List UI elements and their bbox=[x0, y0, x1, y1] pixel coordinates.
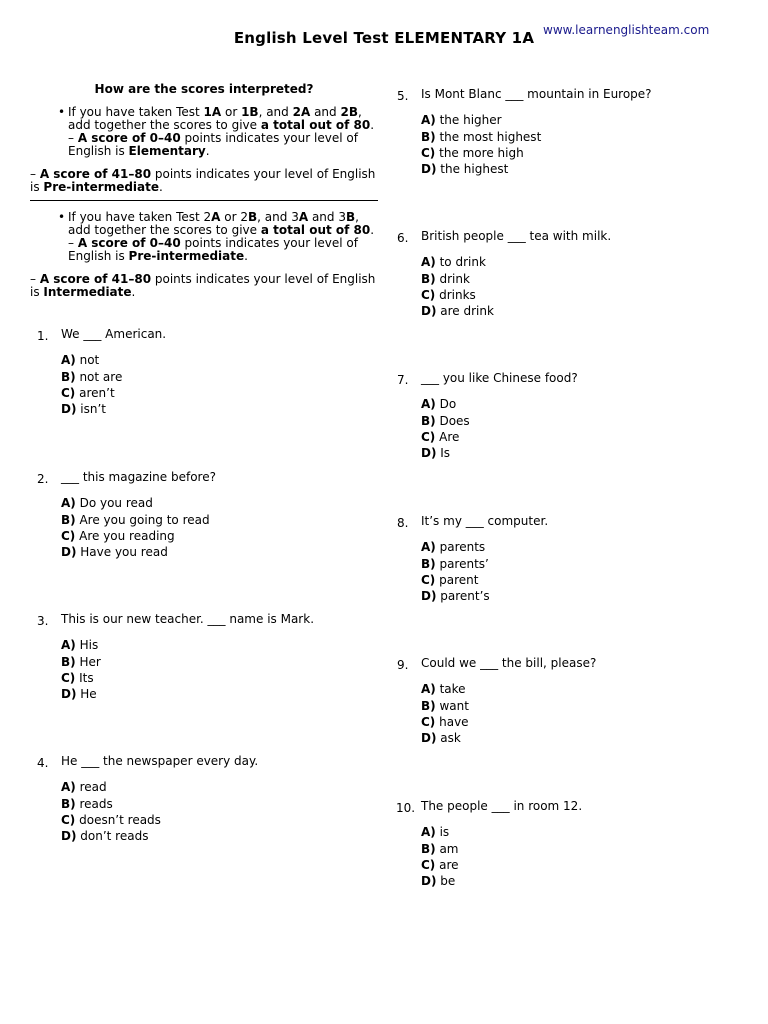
answer-option[interactable] bbox=[61, 779, 258, 795]
question-text: This is our new teacher. ___ name is Mark. bbox=[61, 612, 315, 626]
question-4 bbox=[37, 753, 259, 844]
option-text: don’t reads bbox=[76, 829, 149, 844]
option-letter: D) bbox=[421, 731, 437, 746]
option-letter: C) bbox=[61, 385, 76, 400]
option-text: Is bbox=[436, 446, 451, 461]
option-text: the higher bbox=[435, 113, 502, 128]
answer-option[interactable] bbox=[421, 287, 611, 303]
question-6 bbox=[397, 228, 612, 319]
answer-option[interactable] bbox=[61, 686, 314, 702]
option-letter: C) bbox=[61, 670, 76, 685]
answer-option[interactable] bbox=[61, 495, 216, 511]
question-8 bbox=[397, 513, 549, 604]
test-1-info-bullet: • If you have taken Test 1A or 1B, and 2A and 2B, add together the scores to give a total out of 80. – A score of 0–40 points indicates your level of English is Elementary. bbox=[58, 105, 375, 158]
option-text: read bbox=[75, 780, 107, 795]
question-1 bbox=[37, 326, 167, 417]
answer-option[interactable] bbox=[421, 681, 596, 697]
question-text: We ___ American. bbox=[61, 327, 167, 341]
option-letter: B) bbox=[421, 841, 436, 856]
option-letter: D) bbox=[61, 687, 77, 702]
answer-option[interactable] bbox=[61, 512, 216, 528]
question-7 bbox=[397, 370, 578, 461]
question-number: 6. bbox=[397, 231, 409, 245]
option-letter: D) bbox=[421, 304, 437, 319]
score-interpretation-heading: How are the scores interpreted? bbox=[94, 82, 314, 96]
option-letter: C) bbox=[61, 812, 76, 827]
answer-option[interactable] bbox=[61, 528, 216, 544]
test-2-info-bullet: • If you have taken Test 2A or 2B, and 3A and 3B, add together the scores to give a total out of 80. – A score of 0–40 points indicates your level of English is Pre-intermediate. bbox=[58, 210, 375, 263]
option-letter: B) bbox=[421, 271, 436, 286]
question-number: 3. bbox=[37, 614, 49, 628]
question-2 bbox=[37, 469, 216, 560]
option-text: aren’t bbox=[75, 385, 115, 400]
answer-option[interactable] bbox=[61, 369, 166, 385]
option-letter: A) bbox=[61, 496, 76, 511]
answer-option[interactable] bbox=[61, 654, 314, 670]
answer-option[interactable] bbox=[61, 544, 216, 560]
option-text: the more high bbox=[435, 145, 524, 160]
option-text: drinks bbox=[435, 287, 476, 302]
question-9 bbox=[397, 655, 597, 746]
option-text: His bbox=[75, 638, 99, 653]
option-letter: B) bbox=[421, 556, 436, 571]
option-text: Does bbox=[435, 413, 470, 428]
answer-option[interactable] bbox=[421, 303, 611, 319]
answer-option[interactable] bbox=[421, 588, 548, 604]
answer-option[interactable] bbox=[421, 161, 652, 177]
question-5 bbox=[397, 86, 652, 177]
page-title: English Level Test ELEMENTARY 1A bbox=[233, 29, 535, 47]
option-letter: D) bbox=[421, 162, 437, 177]
question-text: The people ___ in room 12. bbox=[421, 799, 583, 813]
option-letter: C) bbox=[61, 528, 76, 543]
answer-option[interactable] bbox=[421, 396, 578, 412]
option-text: be bbox=[436, 874, 456, 889]
option-text: the most highest bbox=[435, 129, 542, 144]
option-letter: A) bbox=[61, 638, 76, 653]
answer-option[interactable] bbox=[61, 812, 258, 828]
option-letter: A) bbox=[421, 540, 436, 555]
question-text: ___ this magazine before? bbox=[61, 470, 216, 484]
option-letter: C) bbox=[421, 145, 436, 160]
answer-option[interactable] bbox=[421, 539, 548, 555]
answer-option[interactable] bbox=[421, 556, 548, 572]
answer-option[interactable] bbox=[421, 714, 596, 730]
option-letter: A) bbox=[421, 397, 436, 412]
option-text: doesn’t reads bbox=[75, 812, 161, 827]
answer-option[interactable] bbox=[421, 129, 652, 145]
option-letter: D) bbox=[61, 829, 77, 844]
option-text: reads bbox=[75, 796, 113, 811]
option-text: parents bbox=[435, 540, 486, 555]
question-number: 10. bbox=[396, 801, 416, 815]
answer-option[interactable] bbox=[421, 145, 652, 161]
option-letter: A) bbox=[421, 682, 436, 697]
site-url-link[interactable]: www.learnenglishteam.com bbox=[543, 23, 710, 37]
option-text: Her bbox=[75, 654, 101, 669]
section-divider bbox=[30, 200, 378, 201]
option-letter: C) bbox=[421, 857, 436, 872]
bullet-dot: • bbox=[58, 210, 66, 224]
question-number: 1. bbox=[37, 329, 49, 343]
option-text: is bbox=[435, 825, 450, 840]
option-text: not are bbox=[75, 369, 123, 384]
option-text: the highest bbox=[436, 162, 509, 177]
test-2-score-note: – A score of 41–80 points indicates your level of English is Intermediate. bbox=[30, 272, 376, 299]
answer-option[interactable] bbox=[421, 445, 578, 461]
option-text: are bbox=[435, 857, 459, 872]
option-text: Do bbox=[435, 397, 457, 412]
answer-option[interactable] bbox=[61, 385, 166, 401]
option-text: not bbox=[75, 353, 100, 368]
answer-option[interactable] bbox=[421, 873, 582, 889]
answer-option[interactable] bbox=[421, 413, 578, 429]
score-interpretation-box bbox=[30, 83, 378, 299]
option-text: Its bbox=[75, 670, 94, 685]
option-letter: B) bbox=[61, 512, 76, 527]
answer-option[interactable] bbox=[421, 857, 582, 873]
question-text: British people ___ tea with milk. bbox=[421, 229, 612, 243]
question-number: 2. bbox=[37, 472, 49, 486]
question-number: 8. bbox=[397, 516, 409, 530]
option-letter: A) bbox=[61, 353, 76, 368]
option-text: parents’ bbox=[435, 556, 489, 571]
answer-option[interactable] bbox=[61, 637, 314, 653]
answer-option[interactable] bbox=[421, 841, 582, 857]
option-letter: C) bbox=[421, 714, 436, 729]
question-text: ___ you like Chinese food? bbox=[421, 371, 578, 385]
option-text: Have you read bbox=[76, 545, 168, 560]
question-text: Could we ___ the bill, please? bbox=[421, 656, 597, 670]
option-text: take bbox=[435, 682, 466, 697]
answer-option[interactable] bbox=[61, 828, 258, 844]
option-text: have bbox=[435, 714, 469, 729]
option-letter: B) bbox=[421, 698, 436, 713]
option-text: drink bbox=[435, 271, 470, 286]
option-letter: B) bbox=[61, 369, 76, 384]
answer-option[interactable] bbox=[421, 730, 596, 746]
question-number: 4. bbox=[37, 756, 49, 770]
question-3 bbox=[37, 611, 315, 702]
option-text: parent bbox=[435, 572, 479, 587]
option-letter: D) bbox=[421, 446, 437, 461]
answer-option[interactable] bbox=[421, 429, 578, 445]
answer-option[interactable] bbox=[421, 824, 582, 840]
answer-option[interactable] bbox=[421, 112, 652, 128]
question-text: It’s my ___ computer. bbox=[421, 514, 549, 528]
answer-option[interactable] bbox=[61, 670, 314, 686]
question-10 bbox=[396, 798, 583, 889]
option-letter: B) bbox=[421, 413, 436, 428]
option-text: are drink bbox=[436, 304, 494, 319]
question-number: 5. bbox=[397, 89, 409, 103]
option-letter: A) bbox=[421, 825, 436, 840]
option-text: He bbox=[76, 687, 97, 702]
option-text: parent’s bbox=[436, 589, 490, 604]
option-letter: C) bbox=[421, 429, 436, 444]
option-text: isn’t bbox=[76, 402, 106, 417]
option-text: Are you going to read bbox=[75, 512, 210, 527]
answer-option[interactable] bbox=[61, 401, 166, 417]
option-text: am bbox=[435, 841, 459, 856]
option-text: Are you reading bbox=[75, 528, 175, 543]
option-letter: D) bbox=[61, 402, 77, 417]
answer-option[interactable] bbox=[421, 698, 596, 714]
option-letter: D) bbox=[61, 545, 77, 560]
answer-option[interactable] bbox=[421, 572, 548, 588]
option-letter: B) bbox=[61, 654, 76, 669]
answer-option[interactable] bbox=[61, 352, 166, 368]
question-text: He ___ the newspaper every day. bbox=[61, 754, 259, 768]
bullet-dot: • bbox=[58, 105, 66, 119]
option-letter: A) bbox=[421, 255, 436, 270]
option-letter: C) bbox=[421, 572, 436, 587]
question-number: 9. bbox=[397, 658, 409, 672]
option-letter: D) bbox=[421, 589, 437, 604]
option-letter: D) bbox=[421, 874, 437, 889]
question-text: Is Mont Blanc ___ mountain in Europe? bbox=[421, 87, 652, 101]
option-letter: B) bbox=[421, 129, 436, 144]
option-text: to drink bbox=[435, 255, 486, 270]
option-letter: A) bbox=[61, 780, 76, 795]
answer-option[interactable] bbox=[421, 254, 611, 270]
option-text: ask bbox=[436, 731, 461, 746]
answer-option[interactable] bbox=[61, 796, 258, 812]
option-text: Are bbox=[435, 429, 460, 444]
option-letter: C) bbox=[421, 287, 436, 302]
option-text: want bbox=[435, 698, 469, 713]
test-1-score-note: – A score of 41–80 points indicates your level of English is Pre-intermediate. bbox=[30, 167, 376, 194]
option-text: Do you read bbox=[75, 496, 153, 511]
answer-option[interactable] bbox=[421, 271, 611, 287]
option-letter: B) bbox=[61, 796, 76, 811]
option-letter: A) bbox=[421, 113, 436, 128]
question-number: 7. bbox=[397, 373, 409, 387]
